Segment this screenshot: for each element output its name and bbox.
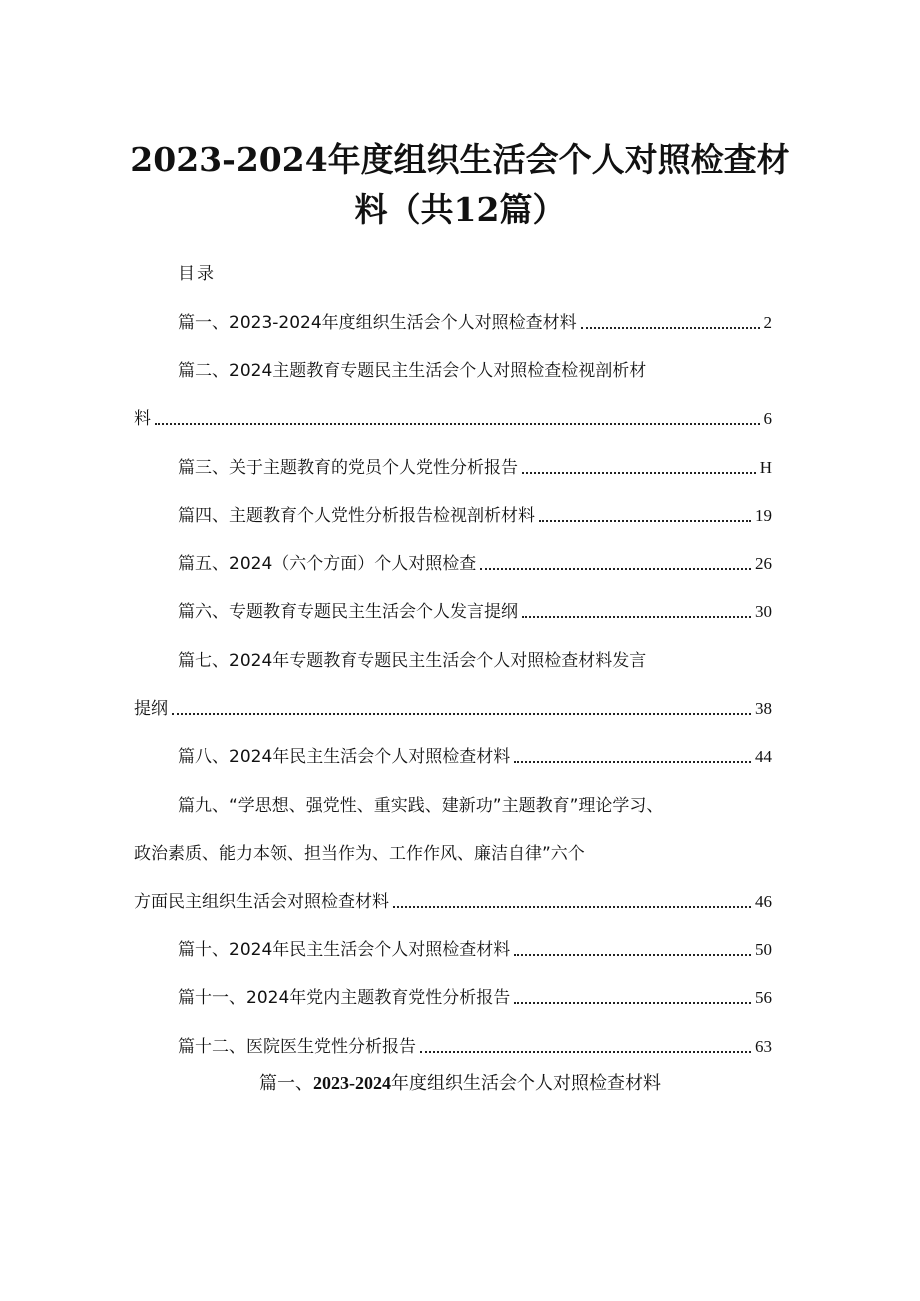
toc-entry-text: 篇六、专题教育专题民主生活会个人发言提纲 <box>178 602 518 622</box>
toc-entry-8[interactable] <box>178 745 772 769</box>
toc-entry-text: 篇十、2024年民主生活会个人对照检查材料 <box>178 940 511 960</box>
toc-entry-2-line1[interactable]: 篇二、2024主题教育专题民主生活会个人对照检查检视剖析材 <box>178 361 647 381</box>
toc-page-number: 19 <box>755 506 772 525</box>
toc-leader-dots <box>480 567 751 570</box>
toc-page-number: 44 <box>755 747 772 766</box>
toc-entry-11[interactable] <box>178 986 772 1010</box>
toc-entry-text: 篇十二、医院医生党性分析报告 <box>178 1037 416 1057</box>
toc-entry-7[interactable] <box>134 697 772 721</box>
toc-leader-dots <box>172 712 751 715</box>
toc-leader-dots <box>155 422 760 425</box>
toc-entry-9-line1[interactable]: 篇九、“学思想、强党性、重实践、建新功”主题教育”理论学习、 <box>178 796 664 816</box>
toc-leader-dots <box>522 615 751 618</box>
toc-page-number: 6 <box>763 409 772 428</box>
section-heading-year: 2023-2024 <box>313 1073 391 1093</box>
document-title-line1: 2023-2024年度组织生活会个人对照检查材 <box>130 140 790 179</box>
toc-page-number: 30 <box>755 602 772 621</box>
toc-page-number: 46 <box>755 892 772 911</box>
toc-entry-text: 篇三、关于主题教育的党员个人党性分析报告 <box>178 458 518 478</box>
toc-entry-7-line1[interactable]: 篇七、2024年专题教育专题民主生活会个人对照检查材料发言 <box>178 651 647 671</box>
toc-entry-text: 篇十一、2024年党内主题教育党性分析报告 <box>178 988 511 1008</box>
toc-entry-6[interactable] <box>178 600 772 624</box>
toc-entry-text: 篇五、2024（六个方面）个人对照检查 <box>178 554 477 574</box>
toc-entry-9[interactable] <box>134 890 772 914</box>
toc-leader-dots <box>420 1050 751 1053</box>
toc-page-number: 50 <box>755 940 772 959</box>
toc-page-number: 2 <box>763 313 772 332</box>
toc-leader-dots <box>539 519 751 522</box>
toc-page-number: 56 <box>755 988 772 1007</box>
toc-entry-text: 篇一、2023-2024年度组织生活会个人对照检查材料 <box>178 313 577 333</box>
section-heading-rest: 年度组织生活会个人对照检查材料 <box>391 1073 661 1094</box>
toc-leader-dots <box>522 471 756 474</box>
toc-page-number: 63 <box>755 1037 772 1056</box>
toc-leader-dots <box>581 326 760 329</box>
toc-page-number: H <box>759 458 772 477</box>
toc-entry-text: 料 <box>134 409 151 429</box>
toc-entry-10[interactable] <box>178 938 772 962</box>
section-heading-prefix: 篇一、 <box>259 1073 313 1094</box>
toc-leader-dots <box>514 760 751 763</box>
toc-entry-12[interactable] <box>178 1035 772 1059</box>
toc-page-number: 26 <box>755 554 772 573</box>
toc-entry-3[interactable] <box>178 456 772 480</box>
toc-entry-text: 提纲 <box>134 699 168 719</box>
toc-heading: 目录 <box>178 264 216 284</box>
toc-leader-dots <box>514 1001 751 1004</box>
toc-page-number: 38 <box>755 699 772 718</box>
toc-entry-4[interactable] <box>178 504 772 528</box>
toc-leader-dots <box>393 905 751 908</box>
toc-entry-5[interactable] <box>178 552 772 576</box>
section-heading <box>120 1070 800 1097</box>
toc-leader-dots <box>514 953 751 956</box>
toc-entry-2[interactable] <box>134 407 772 431</box>
toc-entry-1[interactable] <box>178 311 772 335</box>
toc-entry-text: 方面民主组织生活会对照检查材料 <box>134 892 389 912</box>
toc-entry-text: 篇八、2024年民主生活会个人对照检查材料 <box>178 747 511 767</box>
toc-entry-text: 篇四、主题教育个人党性分析报告检视剖析材料 <box>178 506 535 526</box>
document-title-line2: 料（共12篇） <box>354 190 566 229</box>
toc-entry-9-line2[interactable]: 政治素质、能力本领、担当作为、工作作风、廉洁自律”六个 <box>134 844 585 864</box>
